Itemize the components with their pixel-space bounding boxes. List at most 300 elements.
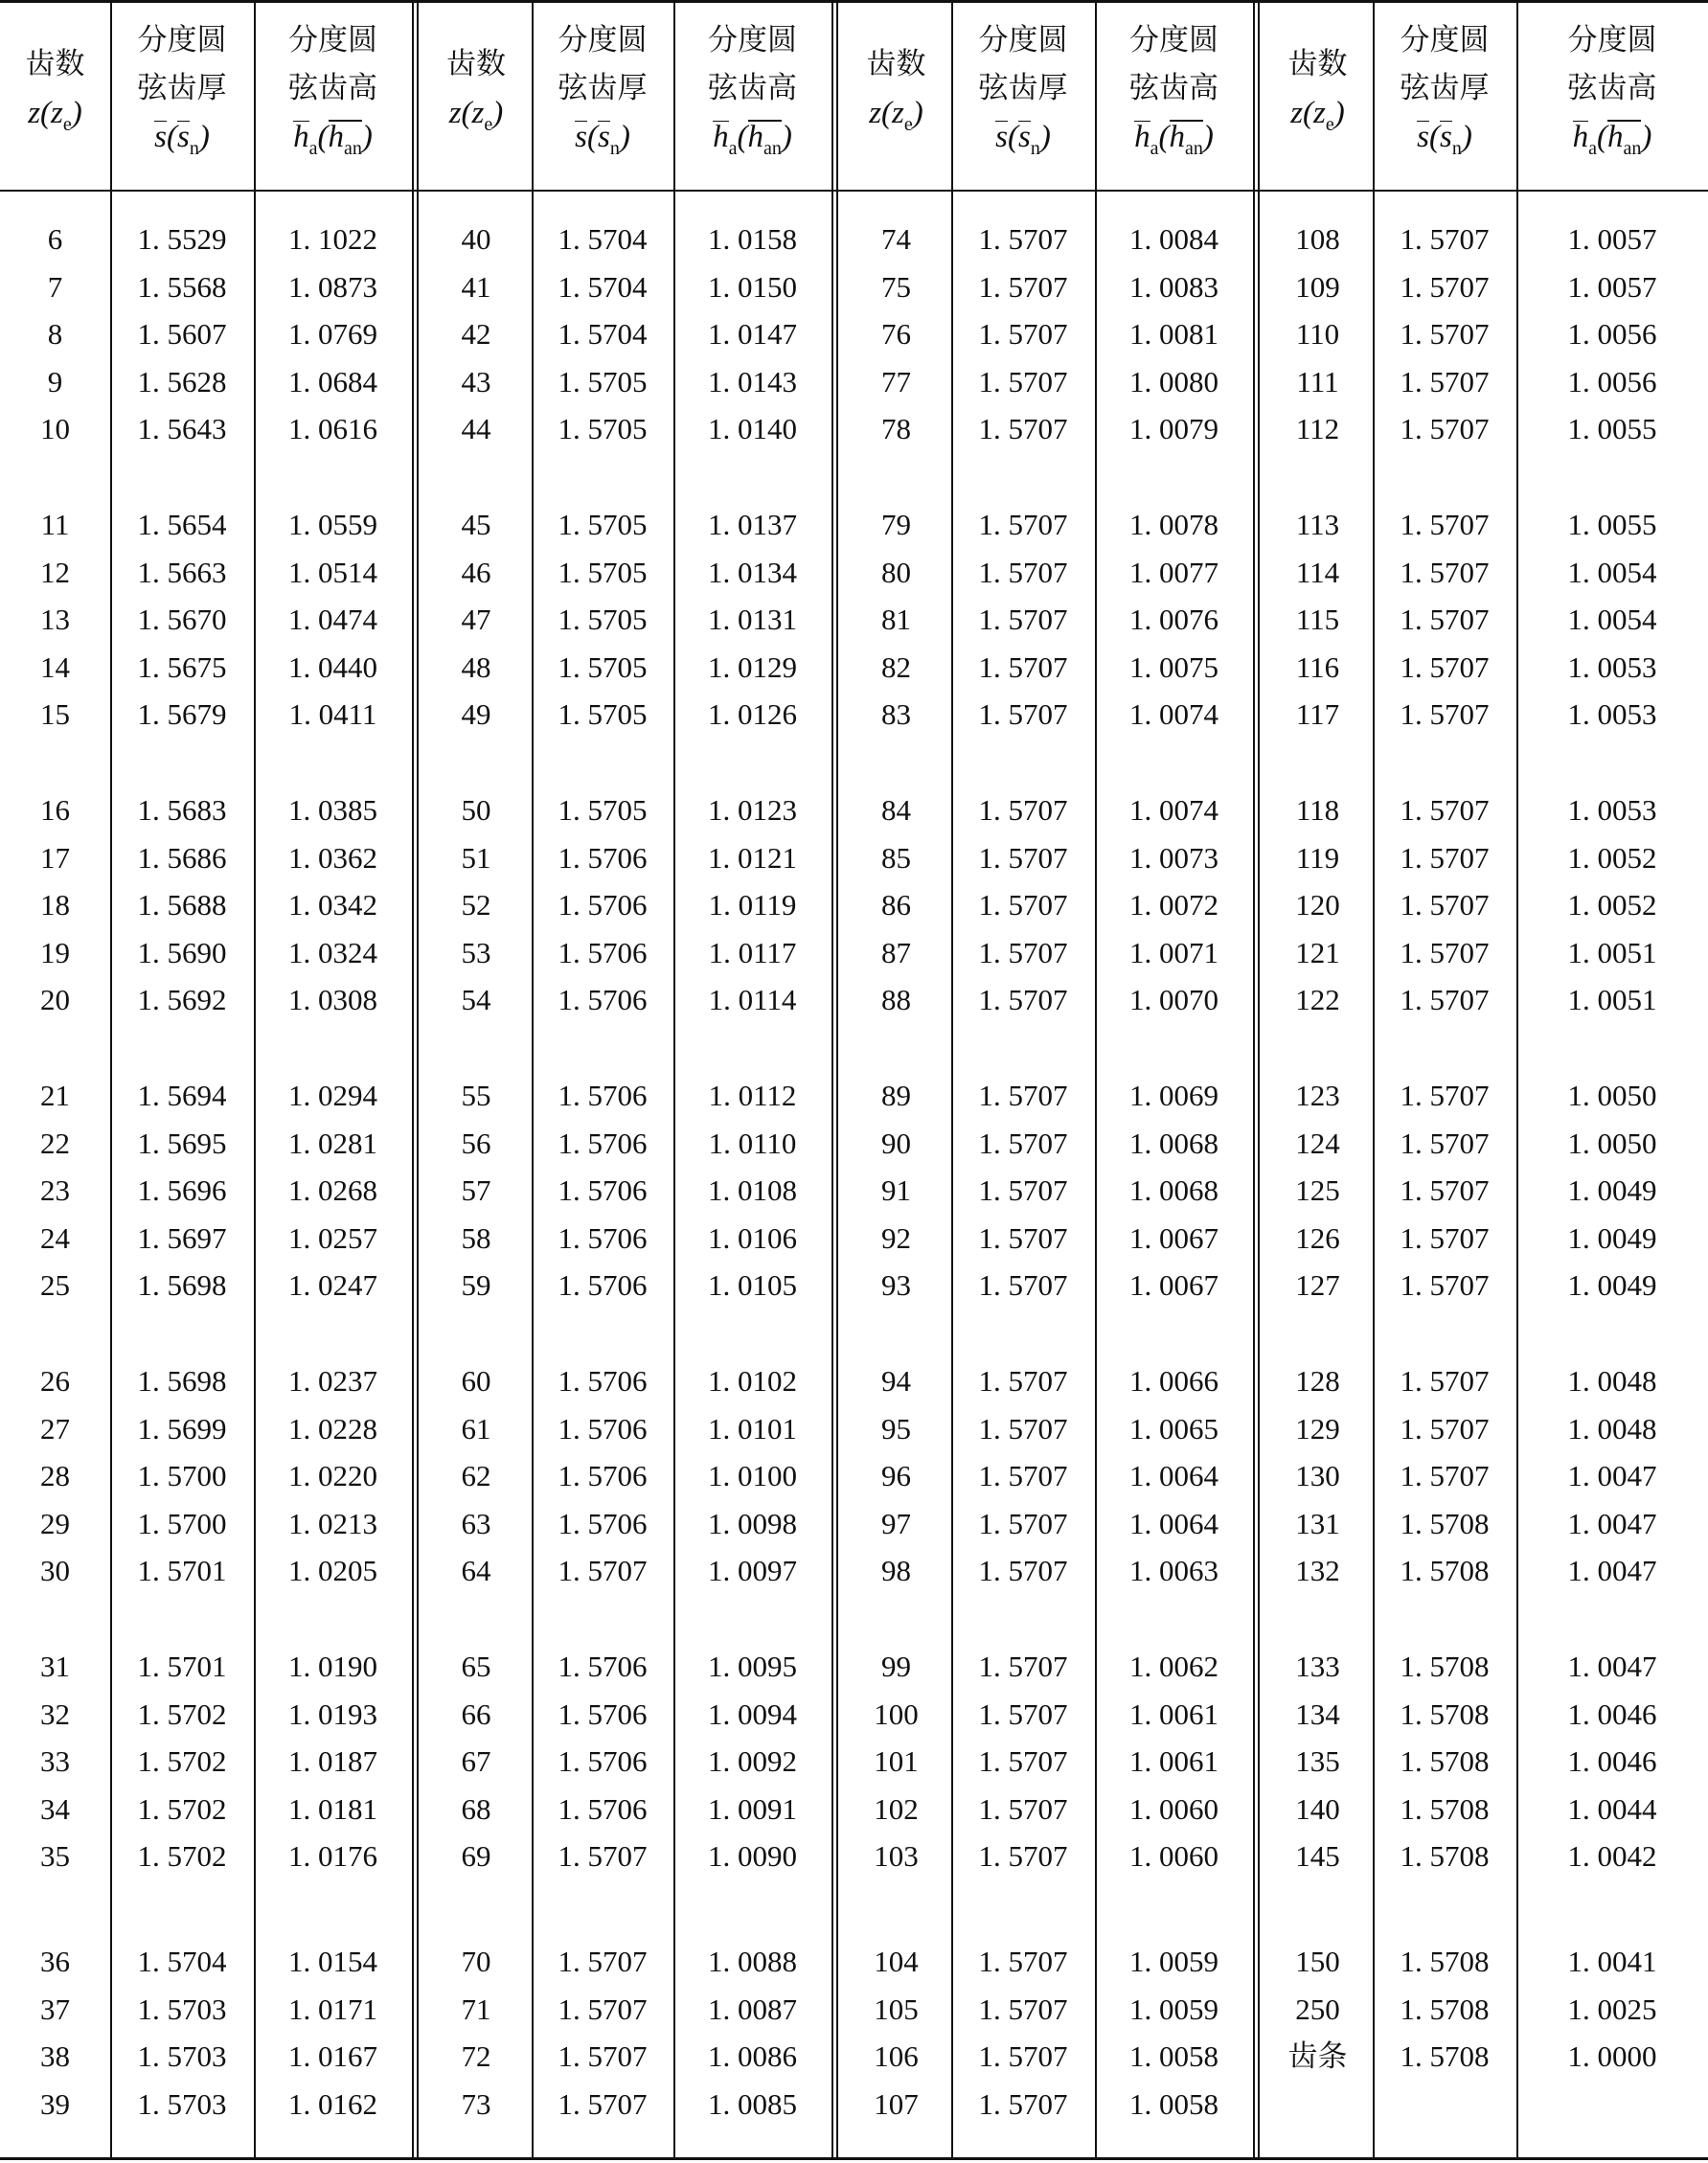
chordal-height-cell: 1. 0067 bbox=[1129, 1268, 1218, 1303]
height-label-line2: 弦齿高 bbox=[288, 71, 377, 105]
chordal-height-cell: 1. 0117 bbox=[708, 935, 797, 969]
chordal-height-cell: 1. 0205 bbox=[288, 1554, 377, 1588]
chordal-height-cell: 1. 0137 bbox=[708, 508, 797, 541]
chordal-height-cell: 1. 0075 bbox=[1129, 649, 1218, 684]
chordal-height-cell: 1. 0065 bbox=[1129, 1411, 1218, 1446]
chordal-thickness-cell: 1. 5529 bbox=[137, 222, 227, 256]
chordal-height-cell: 1. 0053 bbox=[1567, 697, 1657, 732]
chordal-thickness-cell: 1. 5707 bbox=[978, 1126, 1068, 1160]
chordal-height-cell: 1. 0181 bbox=[288, 1791, 377, 1826]
chordal-thickness-cell: 1. 5707 bbox=[978, 1173, 1068, 1208]
chordal-height-cell: 1. 0308 bbox=[288, 983, 377, 1017]
height-symbol: $h_a(h_{an})$ bbox=[293, 112, 373, 173]
chordal-thickness-cell: 1. 5707 bbox=[558, 1992, 648, 2026]
chordal-height-cell: 1. 0064 bbox=[1129, 1506, 1218, 1540]
teeth-count-cell: 87 bbox=[881, 935, 911, 969]
column-header bbox=[254, 0, 412, 190]
teeth-count-cell: 140 bbox=[1295, 1791, 1340, 1826]
teeth-count-cell: 102 bbox=[874, 1791, 919, 1826]
chordal-thickness-cell: 1. 5707 bbox=[558, 1945, 648, 1978]
teeth-count-cell: 55 bbox=[461, 1079, 491, 1112]
chordal-height-cell: 1. 0076 bbox=[1129, 603, 1218, 637]
teeth-count-cell: 69 bbox=[461, 1839, 491, 1874]
chordal-thickness-cell: 1. 5707 bbox=[1400, 1126, 1490, 1160]
teeth-count-cell: 131 bbox=[1295, 1506, 1340, 1540]
column-header bbox=[421, 0, 532, 190]
teeth-count-cell: 49 bbox=[461, 697, 491, 732]
chordal-thickness-cell: 1. 5707 bbox=[1400, 1411, 1490, 1446]
teeth-count-cell: 130 bbox=[1295, 1459, 1340, 1493]
chordal-height-cell: 1. 0052 bbox=[1567, 888, 1657, 922]
chordal-height-cell: 1. 0055 bbox=[1567, 508, 1657, 541]
chordal-height-cell: 1. 0121 bbox=[708, 840, 797, 875]
chordal-thickness-cell: 1. 5707 bbox=[978, 1411, 1068, 1446]
teeth-count-cell: 133 bbox=[1295, 1650, 1340, 1683]
chordal-thickness-cell: 1. 5702 bbox=[137, 1696, 227, 1731]
chordal-thickness-cell: 1. 5706 bbox=[558, 1791, 648, 1826]
chordal-thickness-cell: 1. 5706 bbox=[558, 983, 648, 1017]
chordal-thickness-cell: 1. 5707 bbox=[1400, 1173, 1490, 1208]
chordal-thickness-cell: 1. 5654 bbox=[137, 508, 227, 541]
chordal-thickness-cell: 1. 5707 bbox=[1400, 364, 1490, 398]
chordal-height-cell: 1. 0073 bbox=[1129, 840, 1218, 875]
chordal-thickness-cell: 1. 5703 bbox=[137, 1992, 227, 2026]
chordal-thickness-cell: 1. 5568 bbox=[137, 269, 227, 304]
chordal-height-cell: 1. 0190 bbox=[288, 1650, 377, 1683]
chordal-thickness-cell: 1. 5707 bbox=[978, 603, 1068, 637]
chordal-height-cell: 1. 0083 bbox=[1129, 269, 1218, 304]
chordal-height-cell: 1. 0058 bbox=[1129, 2086, 1218, 2121]
chordal-height-cell: 1. 0143 bbox=[708, 364, 797, 398]
chordal-thickness-cell: 1. 5707 bbox=[978, 508, 1068, 541]
column-header bbox=[951, 0, 1095, 190]
chordal-height-cell: 1. 0044 bbox=[1567, 1791, 1657, 1826]
chordal-thickness-cell: 1. 5708 bbox=[1400, 1650, 1490, 1683]
teeth-count-cell: 129 bbox=[1295, 1411, 1340, 1446]
chordal-thickness-cell: 1. 5705 bbox=[558, 555, 648, 589]
teeth-count-cell: 7 bbox=[47, 269, 63, 304]
teeth-count-cell: 90 bbox=[881, 1126, 911, 1160]
chordal-thickness-cell: 1. 5707 bbox=[1400, 935, 1490, 969]
chordal-thickness-cell: 1. 5708 bbox=[1400, 1696, 1490, 1731]
teeth-count-cell: 66 bbox=[461, 1696, 491, 1731]
teeth-count-cell: 113 bbox=[1295, 508, 1340, 541]
thickness-label-line1: 分度圆 bbox=[1400, 23, 1490, 57]
teeth-count-cell: 91 bbox=[881, 1173, 911, 1208]
chordal-thickness-cell: 1. 5707 bbox=[978, 317, 1068, 352]
chordal-height-cell: 1. 0411 bbox=[288, 697, 377, 732]
chordal-height-cell: 1. 0873 bbox=[288, 269, 377, 304]
teeth-count-cell: 96 bbox=[881, 1459, 911, 1493]
chordal-thickness-cell: 1. 5697 bbox=[137, 1220, 227, 1255]
chordal-height-cell: 1. 0061 bbox=[1129, 1696, 1218, 1731]
chordal-thickness-cell: 1. 5628 bbox=[137, 364, 227, 398]
chordal-height-cell: 1. 0074 bbox=[1129, 697, 1218, 732]
chordal-thickness-cell: 1. 5696 bbox=[137, 1173, 227, 1208]
chordal-height-cell: 1. 0281 bbox=[288, 1126, 377, 1160]
teeth-symbol: $z(z_e)$ bbox=[28, 96, 82, 135]
chordal-thickness-cell: 1. 5705 bbox=[558, 603, 648, 637]
chordal-thickness-cell: 1. 5705 bbox=[558, 697, 648, 732]
teeth-count-cell: 56 bbox=[461, 1126, 491, 1160]
header-stack bbox=[1288, 40, 1348, 149]
height-label-line1: 分度圆 bbox=[1129, 23, 1218, 57]
teeth-count-cell: 71 bbox=[461, 1992, 491, 2026]
chordal-thickness-cell: 1. 5707 bbox=[978, 983, 1068, 1017]
teeth-label: 齿数 bbox=[1287, 47, 1348, 81]
chordal-height-cell: 1. 0053 bbox=[1567, 793, 1657, 827]
teeth-count-cell: 83 bbox=[881, 697, 911, 732]
chordal-thickness-cell: 1. 5706 bbox=[558, 935, 648, 969]
header-stack bbox=[867, 40, 926, 149]
chordal-height-cell: 1. 0047 bbox=[1567, 1506, 1657, 1540]
chordal-thickness-cell: 1. 5707 bbox=[1400, 983, 1490, 1017]
teeth-symbol: $z(z_e)$ bbox=[448, 96, 504, 135]
chordal-thickness-cell: 1. 5708 bbox=[1400, 1791, 1490, 1826]
chordal-thickness-cell: 1. 5707 bbox=[1400, 1220, 1490, 1255]
chordal-thickness-cell: 1. 5707 bbox=[978, 222, 1068, 256]
chordal-thickness-cell: 1. 5707 bbox=[978, 649, 1068, 684]
chordal-thickness-cell: 1. 5706 bbox=[558, 1506, 648, 1540]
teeth-count-cell: 126 bbox=[1295, 1220, 1340, 1255]
chordal-thickness-cell: 1. 5701 bbox=[137, 1650, 227, 1683]
chordal-height-cell: 1. 0053 bbox=[1567, 649, 1657, 684]
teeth-count-cell: 89 bbox=[881, 1079, 911, 1112]
chordal-thickness-cell: 1. 5707 bbox=[1400, 793, 1490, 827]
header-stack bbox=[1568, 16, 1657, 173]
chordal-height-cell: 1. 0092 bbox=[708, 1744, 797, 1779]
chordal-thickness-cell: 1. 5707 bbox=[978, 1992, 1068, 2026]
teeth-count-cell: 48 bbox=[461, 649, 491, 684]
chordal-thickness-cell: 1. 5706 bbox=[558, 1268, 648, 1303]
chordal-thickness-cell: 1. 5683 bbox=[137, 793, 227, 827]
teeth-count-cell: 117 bbox=[1295, 697, 1340, 732]
chordal-height-cell: 1. 0474 bbox=[288, 603, 377, 637]
teeth-count-cell: 124 bbox=[1295, 1126, 1340, 1160]
teeth-count-cell: 12 bbox=[40, 555, 70, 589]
teeth-count-cell: 53 bbox=[461, 935, 491, 969]
teeth-count-cell: 21 bbox=[40, 1079, 70, 1112]
teeth-count-cell: 52 bbox=[461, 888, 491, 922]
chordal-height-cell: 1. 0257 bbox=[288, 1220, 377, 1255]
chordal-height-cell: 1. 0042 bbox=[1567, 1839, 1657, 1874]
teeth-count-cell: 128 bbox=[1295, 1364, 1340, 1398]
chordal-height-cell: 1. 0086 bbox=[708, 2039, 797, 2074]
chordal-height-cell: 1. 0385 bbox=[288, 793, 377, 827]
chordal-thickness-cell: 1. 5702 bbox=[137, 1839, 227, 1874]
height-label-line1: 分度圆 bbox=[288, 23, 377, 57]
chordal-height-cell: 1. 0088 bbox=[708, 1945, 797, 1978]
teeth-count-cell: 65 bbox=[461, 1650, 491, 1683]
teeth-count-cell: 122 bbox=[1295, 983, 1340, 1017]
chordal-height-cell: 1. 0134 bbox=[708, 555, 797, 589]
teeth-count-cell: 14 bbox=[40, 649, 70, 684]
chordal-thickness-cell: 1. 5708 bbox=[1400, 1744, 1490, 1779]
chordal-height-cell: 1. 0095 bbox=[708, 1650, 797, 1683]
teeth-count-cell: 齿条 bbox=[1287, 2039, 1348, 2075]
teeth-count-cell: 18 bbox=[40, 888, 70, 922]
chordal-thickness-cell: 1. 5707 bbox=[978, 1839, 1068, 1874]
teeth-count-cell: 93 bbox=[881, 1268, 911, 1303]
chordal-height-cell: 1. 0050 bbox=[1567, 1126, 1657, 1160]
chordal-thickness-cell: 1. 5707 bbox=[558, 1554, 648, 1588]
column-header bbox=[110, 0, 254, 190]
column-divider bbox=[836, 0, 838, 2160]
chordal-thickness-cell: 1. 5706 bbox=[558, 1696, 648, 1731]
chordal-height-cell: 1. 0079 bbox=[1129, 412, 1218, 446]
chordal-height-cell: 1. 0058 bbox=[1129, 2039, 1218, 2074]
chordal-height-cell: 1. 0071 bbox=[1129, 935, 1218, 969]
chordal-thickness-cell: 1. 5707 bbox=[1400, 697, 1490, 732]
chordal-thickness-cell: 1. 5707 bbox=[978, 1650, 1068, 1683]
teeth-count-cell: 92 bbox=[881, 1220, 911, 1255]
chordal-height-cell: 1. 0091 bbox=[708, 1791, 797, 1826]
chordal-thickness-cell: 1. 5706 bbox=[558, 1173, 648, 1208]
chordal-height-cell: 1. 0000 bbox=[1567, 2039, 1657, 2074]
chordal-height-cell: 1. 0126 bbox=[708, 697, 797, 732]
teeth-count-cell: 16 bbox=[40, 793, 70, 827]
chordal-thickness-cell: 1. 5706 bbox=[558, 1459, 648, 1493]
column-header bbox=[1373, 0, 1516, 190]
chordal-thickness-cell: 1. 5707 bbox=[1400, 317, 1490, 352]
chordal-thickness-cell: 1. 5643 bbox=[137, 412, 227, 446]
chordal-thickness-cell: 1. 5704 bbox=[558, 269, 648, 304]
table-bottom-rule bbox=[0, 2157, 1708, 2160]
teeth-count-cell: 51 bbox=[461, 840, 491, 875]
chordal-thickness-cell: 1. 5706 bbox=[558, 888, 648, 922]
chordal-height-cell: 1. 0213 bbox=[288, 1506, 377, 1540]
teeth-count-cell: 101 bbox=[874, 1744, 919, 1779]
chordal-height-cell: 1. 0049 bbox=[1567, 1220, 1657, 1255]
header-stack bbox=[558, 16, 648, 173]
chordal-height-cell: 1. 0047 bbox=[1567, 1554, 1657, 1588]
chordal-height-cell: 1. 0559 bbox=[288, 508, 377, 541]
chordal-height-cell: 1. 0062 bbox=[1129, 1650, 1218, 1683]
chordal-height-cell: 1. 0097 bbox=[708, 1554, 797, 1588]
thickness-label-line1: 分度圆 bbox=[558, 23, 648, 57]
teeth-count-cell: 77 bbox=[881, 364, 911, 398]
chordal-height-cell: 1. 0176 bbox=[288, 1839, 377, 1874]
chordal-height-cell: 1. 0077 bbox=[1129, 555, 1218, 589]
teeth-count-cell: 9 bbox=[47, 364, 63, 398]
chordal-height-cell: 1. 0056 bbox=[1567, 317, 1657, 352]
chordal-thickness-cell: 1. 5707 bbox=[1400, 649, 1490, 684]
teeth-count-cell: 125 bbox=[1295, 1173, 1340, 1208]
teeth-count-cell: 59 bbox=[461, 1268, 491, 1303]
teeth-count-cell: 82 bbox=[881, 649, 911, 684]
thickness-label-line2: 弦齿厚 bbox=[558, 71, 648, 105]
teeth-count-cell: 127 bbox=[1295, 1268, 1340, 1303]
chordal-height-cell: 1. 0051 bbox=[1567, 935, 1657, 969]
chordal-thickness-cell: 1. 5708 bbox=[1400, 1992, 1490, 2026]
teeth-label: 齿数 bbox=[25, 47, 85, 81]
teeth-count-cell: 31 bbox=[40, 1650, 70, 1683]
thickness-symbol: $s(s_n)$ bbox=[154, 120, 210, 159]
teeth-count-cell: 33 bbox=[40, 1744, 70, 1779]
chordal-thickness-cell: 1. 5704 bbox=[558, 222, 648, 256]
teeth-count-cell: 70 bbox=[461, 1945, 491, 1978]
teeth-count-cell: 42 bbox=[461, 317, 491, 352]
teeth-count-cell: 81 bbox=[881, 603, 911, 637]
chordal-thickness-cell: 1. 5708 bbox=[1400, 1554, 1490, 1588]
chordal-thickness-cell: 1. 5706 bbox=[558, 1079, 648, 1112]
teeth-count-cell: 150 bbox=[1295, 1945, 1340, 1978]
chordal-height-cell: 1. 0064 bbox=[1129, 1459, 1218, 1493]
teeth-count-cell: 111 bbox=[1296, 364, 1339, 398]
column-header bbox=[673, 0, 831, 190]
chordal-height-cell: 1. 0061 bbox=[1129, 1744, 1218, 1779]
chordal-thickness-cell: 1. 5699 bbox=[137, 1411, 227, 1446]
chordal-thickness-cell: 1. 5703 bbox=[137, 2039, 227, 2074]
teeth-count-cell: 73 bbox=[461, 2086, 491, 2121]
chordal-thickness-cell: 1. 5707 bbox=[978, 269, 1068, 304]
chordal-height-cell: 1. 0049 bbox=[1567, 1173, 1657, 1208]
chordal-height-cell: 1. 0158 bbox=[708, 222, 797, 256]
column-header bbox=[1263, 0, 1373, 190]
chordal-height-cell: 1. 0154 bbox=[288, 1945, 377, 1978]
chordal-height-cell: 1. 0059 bbox=[1129, 1992, 1218, 2026]
teeth-count-cell: 28 bbox=[40, 1459, 70, 1493]
chordal-height-cell: 1. 0362 bbox=[288, 840, 377, 875]
teeth-count-cell: 121 bbox=[1295, 935, 1340, 969]
chordal-height-cell: 1. 0112 bbox=[708, 1079, 797, 1112]
teeth-count-cell: 46 bbox=[461, 555, 491, 589]
chordal-thickness-cell: 1. 5686 bbox=[137, 840, 227, 875]
teeth-count-cell: 84 bbox=[881, 793, 911, 827]
teeth-count-cell: 107 bbox=[874, 2086, 919, 2121]
teeth-count-cell: 104 bbox=[874, 1945, 919, 1978]
chordal-thickness-cell: 1. 5607 bbox=[137, 317, 227, 352]
teeth-count-cell: 135 bbox=[1295, 1744, 1340, 1779]
teeth-count-cell: 8 bbox=[47, 317, 63, 352]
chordal-thickness-cell: 1. 5698 bbox=[137, 1268, 227, 1303]
chordal-height-cell: 1. 0068 bbox=[1129, 1126, 1218, 1160]
thickness-label-line2: 弦齿厚 bbox=[137, 71, 227, 105]
chordal-thickness-cell: 1. 5707 bbox=[1400, 840, 1490, 875]
chordal-height-cell: 1. 0063 bbox=[1129, 1554, 1218, 1588]
chordal-height-cell: 1. 0084 bbox=[1129, 222, 1218, 256]
chordal-thickness-cell: 1. 5707 bbox=[1400, 1459, 1490, 1493]
teeth-count-cell: 22 bbox=[40, 1126, 70, 1160]
chordal-height-cell: 1. 0187 bbox=[288, 1744, 377, 1779]
chordal-thickness-cell: 1. 5707 bbox=[978, 888, 1068, 922]
chordal-height-cell: 1. 0052 bbox=[1567, 840, 1657, 875]
teeth-count-cell: 6 bbox=[47, 222, 63, 256]
height-label-line2: 弦齿高 bbox=[708, 71, 797, 105]
chordal-thickness-cell: 1. 5704 bbox=[137, 1945, 227, 1978]
teeth-count-cell: 63 bbox=[461, 1506, 491, 1540]
teeth-count-cell: 30 bbox=[40, 1554, 70, 1588]
thickness-label-line1: 分度圆 bbox=[137, 23, 227, 57]
teeth-count-cell: 112 bbox=[1295, 412, 1340, 446]
height-label-line1: 分度圆 bbox=[708, 23, 797, 57]
chordal-thickness-cell: 1. 5707 bbox=[1400, 222, 1490, 256]
teeth-count-cell: 118 bbox=[1295, 793, 1340, 827]
chordal-thickness-cell: 1. 5706 bbox=[558, 1220, 648, 1255]
chordal-thickness-cell: 1. 5706 bbox=[558, 1744, 648, 1779]
teeth-count-cell: 25 bbox=[40, 1268, 70, 1303]
header-stack bbox=[26, 40, 85, 149]
chordal-thickness-cell: 1. 5707 bbox=[1400, 555, 1490, 589]
chordal-height-cell: 1. 0268 bbox=[288, 1173, 377, 1208]
height-label-line1: 分度圆 bbox=[1567, 23, 1657, 57]
teeth-label: 齿数 bbox=[446, 47, 506, 81]
chordal-height-cell: 1. 0119 bbox=[708, 888, 797, 922]
teeth-count-cell: 85 bbox=[881, 840, 911, 875]
chordal-thickness-cell: 1. 5704 bbox=[558, 317, 648, 352]
column-header bbox=[0, 0, 110, 190]
chordal-thickness-cell: 1. 5707 bbox=[1400, 1364, 1490, 1398]
teeth-count-cell: 68 bbox=[461, 1791, 491, 1826]
chordal-height-cell: 1. 0048 bbox=[1567, 1364, 1657, 1398]
chordal-height-cell: 1. 0069 bbox=[1129, 1079, 1218, 1112]
teeth-count-cell: 47 bbox=[461, 603, 491, 637]
chordal-height-cell: 1. 0055 bbox=[1567, 412, 1657, 446]
chordal-thickness-cell: 1. 5707 bbox=[1400, 1079, 1490, 1112]
chordal-thickness-cell: 1. 5690 bbox=[137, 935, 227, 969]
teeth-count-cell: 250 bbox=[1295, 1992, 1340, 2026]
chordal-thickness-cell: 1. 5670 bbox=[137, 603, 227, 637]
teeth-count-cell: 108 bbox=[1295, 222, 1340, 256]
chordal-thickness-cell: 1. 5675 bbox=[137, 649, 227, 684]
teeth-count-cell: 62 bbox=[461, 1459, 491, 1493]
chordal-thickness-cell: 1. 5707 bbox=[1400, 1268, 1490, 1303]
teeth-count-cell: 123 bbox=[1295, 1079, 1340, 1112]
chordal-height-cell: 1. 0046 bbox=[1567, 1744, 1657, 1779]
chordal-height-cell: 1. 0060 bbox=[1129, 1839, 1218, 1874]
header-stack bbox=[138, 16, 227, 173]
teeth-count-cell: 109 bbox=[1295, 269, 1340, 304]
header-stack bbox=[1129, 16, 1218, 173]
chordal-height-cell: 1. 0110 bbox=[708, 1126, 797, 1160]
teeth-count-cell: 50 bbox=[461, 793, 491, 827]
chordal-thickness-cell: 1. 5706 bbox=[558, 1364, 648, 1398]
chordal-height-cell: 1. 0049 bbox=[1567, 1268, 1657, 1303]
header-bottom-rule bbox=[0, 190, 1708, 192]
thickness-symbol: $s(s_n)$ bbox=[1417, 120, 1472, 159]
chordal-height-cell: 1. 0106 bbox=[708, 1220, 797, 1255]
chordal-thickness-cell: 1. 5694 bbox=[137, 1079, 227, 1112]
chordal-thickness-cell: 1. 5706 bbox=[558, 840, 648, 875]
teeth-count-cell: 35 bbox=[40, 1839, 70, 1874]
teeth-count-cell: 98 bbox=[881, 1554, 911, 1588]
teeth-count-cell: 74 bbox=[881, 222, 911, 256]
teeth-count-cell: 54 bbox=[461, 983, 491, 1017]
chordal-height-cell: 1. 0162 bbox=[288, 2086, 377, 2121]
chordal-height-cell: 1. 0047 bbox=[1567, 1650, 1657, 1683]
teeth-count-cell: 134 bbox=[1295, 1696, 1340, 1731]
chordal-thickness-cell: 1. 5707 bbox=[978, 1791, 1068, 1826]
chordal-thickness-cell: 1. 5707 bbox=[978, 555, 1068, 589]
teeth-count-cell: 110 bbox=[1295, 317, 1340, 352]
teeth-count-cell: 95 bbox=[881, 1411, 911, 1446]
chordal-thickness-cell: 1. 5707 bbox=[978, 1364, 1068, 1398]
chordal-height-cell: 1. 0060 bbox=[1129, 1791, 1218, 1826]
teeth-count-cell: 58 bbox=[461, 1220, 491, 1255]
teeth-count-cell: 97 bbox=[881, 1506, 911, 1540]
column-header bbox=[841, 0, 951, 190]
chordal-height-cell: 1. 0616 bbox=[288, 412, 377, 446]
chordal-height-cell: 1. 0056 bbox=[1567, 364, 1657, 398]
teeth-count-cell: 24 bbox=[40, 1220, 70, 1255]
thickness-label-line2: 弦齿厚 bbox=[978, 71, 1068, 105]
chordal-thickness-cell: 1. 5707 bbox=[978, 1554, 1068, 1588]
chordal-thickness-cell: 1. 5707 bbox=[1400, 603, 1490, 637]
teeth-count-cell: 10 bbox=[40, 412, 70, 446]
teeth-count-cell: 39 bbox=[40, 2086, 70, 2121]
chordal-thickness-cell: 1. 5707 bbox=[978, 793, 1068, 827]
teeth-count-cell: 17 bbox=[40, 840, 70, 875]
